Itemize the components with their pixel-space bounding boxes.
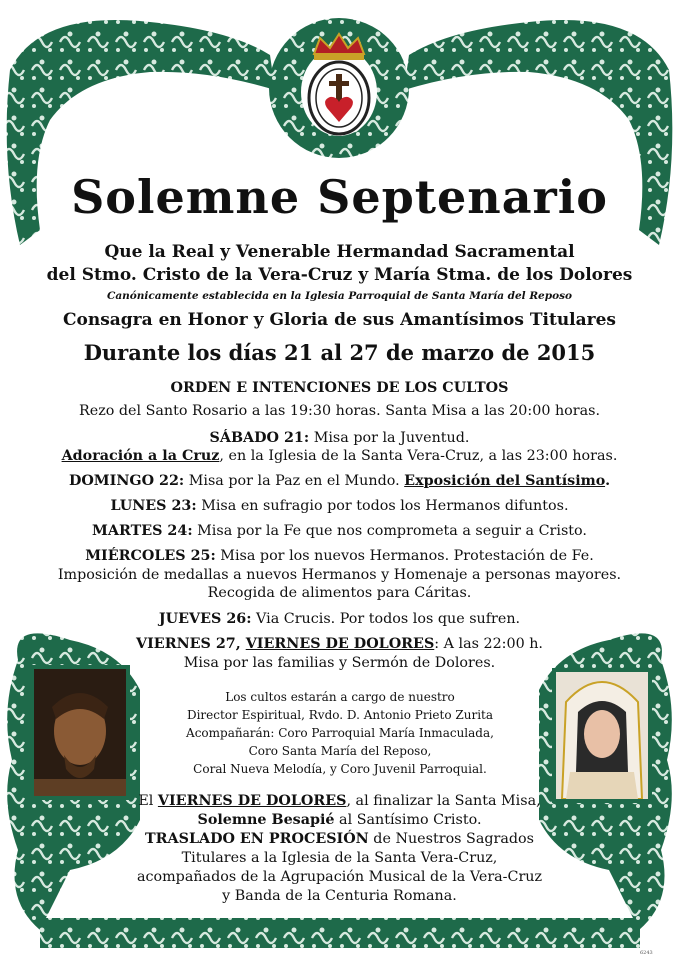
wednesday-line: MIÉRCOLES 25: Misa por los nuevos Hermanos. Protestación de Fe. [85, 548, 594, 564]
thursday-line: JUEVES 26: Via Crucis. Por todos los que sufren. [158, 611, 521, 627]
page-title: Solemne Septenario [71, 170, 608, 224]
sunday-line: DOMINGO 22: Misa por la Paz en el Mundo. Exposición del Santísimo. [68, 473, 611, 489]
closing-line-3: TRASLADO EN PROCESIÓN de Nuestros Sagrados [145, 831, 534, 847]
wednesday-line-3: Recogida de alimentos para Cáritas. [207, 585, 472, 601]
friday-line: VIERNES 27, VIERNES DE DOLORES: A las 22:00 h. [136, 636, 543, 652]
christ-image [30, 665, 130, 800]
adoration-highlight: Adoración a la Cruz [61, 448, 220, 464]
cross-icon [336, 74, 342, 102]
order-intro: Rezo del Santo Rosario a las 19:30 horas. Santa Misa a las 20:00 horas. [78, 403, 601, 419]
saturday-line: SÁBADO 21: Misa por la Juventud. [209, 430, 470, 446]
header-line-4: Consagra en Honor y Gloria de sus Amantísimos Titulares [62, 310, 616, 330]
footer-code: 6243 [640, 950, 653, 956]
wednesday-line-2: Imposición de medallas a nuevos Hermanos y Homenaje a personas mayores. [57, 567, 622, 583]
saturday-line-2: Adoración a la Cruz, en la Iglesia de la Santa Vera-Cruz, a las 23:00 horas. [61, 448, 618, 464]
tuesday-line: MARTES 24: Misa por la Fe que nos comprometa a seguir a Cristo. [92, 523, 587, 539]
friday-line-2: Misa por las familias y Sermón de Dolores. [183, 655, 496, 671]
order-heading: ORDEN E INTENCIONES DE LOS CULTOS [170, 380, 509, 396]
brotherhood-crest [300, 30, 378, 138]
closing-line-4: Titulares a la Iglesia de la Santa Vera-Cruz, [181, 850, 498, 866]
header-line-2: del Stmo. Cristo de la Vera-Cruz y María Stma. de los Dolores [46, 265, 633, 285]
officiants-block: Los cultos estarán a cargo de nuestro Director Espiritual, Rvdo. D. Antonio Prieto Zurita Acompañarán: Coro Parroquial María Inmaculada, Coro Santa María del Reposo, Coral Nueva Melodía, y Coro Juvenil Parroquial. [186, 690, 494, 776]
virgin-image [552, 668, 652, 803]
header-line-1: Que la Real y Venerable Hermandad Sacramental [104, 242, 575, 262]
dolores-highlight: VIERNES DE DOLORES [245, 636, 435, 652]
header-line-3: Canónicamente establecida en la Iglesia Parroquial de Santa María del Reposo [106, 290, 572, 302]
date-range: Durante los días 21 al 27 de marzo de 2015 [83, 340, 596, 365]
exposition-highlight: Exposición del Santísimo [404, 473, 606, 489]
closing-line-5: acompañados de la Agrupación Musical de la Vera-Cruz [136, 869, 543, 885]
closing-line-1: El VIERNES DE DOLORES, al finalizar la Santa Misa, [138, 793, 541, 809]
bottom-border [40, 918, 640, 948]
closing-line-2: Solemne Besapié al Santísimo Cristo. [197, 812, 482, 828]
crown-icon [314, 34, 364, 54]
monday-line: LUNES 23: Misa en sufragio por todos los Hermanos difuntos. [110, 498, 569, 514]
closing-line-6: y Banda de la Centuria Romana. [222, 888, 457, 904]
day-label: SÁBADO 21: [209, 430, 310, 446]
